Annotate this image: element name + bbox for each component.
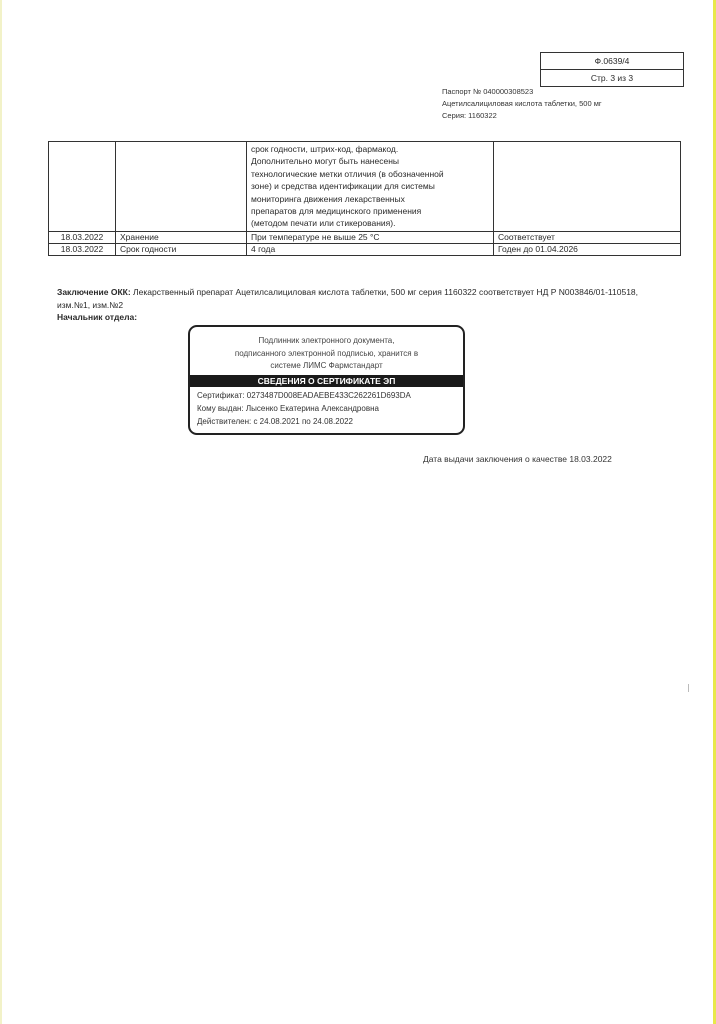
stamp-line: подписанного электронной подписью, хранится в [234,348,419,358]
passport-product: Ацетилсалициловая кислота таблетки, 500 мг [442,99,602,108]
stamp-certificate-header: СВЕДЕНИЯ О СЕРТИФИКАТЕ ЭП [190,375,463,387]
stamp-line: системе ЛИМС Фармстандарт [270,361,383,370]
electronic-signature-stamp [188,325,465,435]
requirement-line: технологические метки отличия (в обозначенной [251,168,444,179]
table-cell-result [494,142,681,232]
table-cell-result: Соответствует [494,231,681,243]
table-cell-test: Срок годности [116,243,247,255]
requirement-line: (методом печати или стикерования). [251,218,396,229]
form-code-box [540,52,684,87]
table-cell-date: 18.03.2022 [49,231,116,243]
conclusion-text: Лекарственный препарат Ацетилсалициловая кислота таблетки, 500 мг серия 1160322 соответствует НД Р N003846/01-110518, изм.№1, изм.№2 [57,287,639,310]
table-cell-requirement [247,142,494,232]
stamp-line: Подлинник электронного документа, [258,336,395,345]
table-cell-requirement: 4 года [247,243,494,255]
table-cell-requirement: При температуре не выше 25 °С [247,231,494,243]
form-code: Ф.0639/4 [594,56,630,66]
requirement-line: мониторинга движения лекарственных [251,193,405,204]
test-results-table [48,141,681,256]
passport-number: Паспорт № 040000308523 [442,87,534,96]
table-row-continuation [49,142,681,232]
stamp-certificate-validity: Действителен: с 24.08.2021 по 24.08.2022 [197,416,353,426]
requirement-line: зоне) и средства идентификации для системы [251,181,435,192]
page-number: Стр. 3 из 3 [541,69,683,86]
stamp-certificate-id: Сертификат: 0273487D008EADAEBE433C262261D693DA [197,390,411,400]
table-cell-result: Годен до 01.04.2026 [494,243,681,255]
head-of-department-label: Начальник отдела: [57,312,138,322]
requirement-line: Дополнительно могут быть нанесены [251,156,399,167]
issue-date: Дата выдачи заключения о качестве 18.03.2022 [423,454,612,464]
stamp-certificate-owner: Кому выдан: Лысенко Екатерина Александровна [197,403,379,413]
table-cell-date: 18.03.2022 [49,243,116,255]
qc-conclusion [57,286,657,311]
table-cell-test [116,142,247,232]
table-row [49,243,681,255]
table-row [49,231,681,243]
requirement-line: препаратов для медицинского применения [251,206,422,217]
conclusion-label: Заключение ОКК: [57,287,131,297]
passport-header [442,86,602,122]
scan-edge-left [0,0,2,1024]
requirement-line: срок годности, штрих-код, фармакод. [251,144,399,154]
table-cell-test: Хранение [116,231,247,243]
table-cell-date [49,142,116,232]
scan-mark [688,684,689,692]
passport-series: Серия: 1160322 [442,111,497,120]
